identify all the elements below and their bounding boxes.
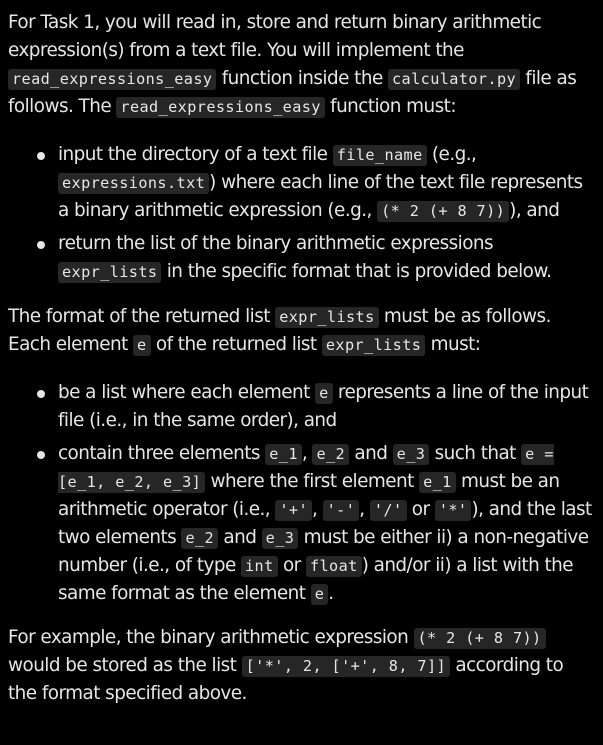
list-item (58, 141, 593, 225)
inline-code: expressions.txt (58, 173, 209, 194)
inline-code: (* 2 (+ 8 7)) (377, 201, 509, 222)
inline-code: e_3 (393, 444, 430, 465)
text: in the specific format that is provided below. (161, 261, 552, 282)
text: For Task 1, you will read in, store and return binary arithmetic expression(s) from a text file. You will implement the (8, 12, 542, 61)
list-item (58, 440, 593, 608)
inline-code: '+' (275, 500, 312, 521)
inline-code: e = [e_1, e_2, e_3] (58, 445, 554, 491)
inline-code: '/' (370, 500, 407, 521)
inline-code: e_1 (265, 444, 302, 465)
inline-code: expr_lists (275, 307, 378, 328)
inline-code: read_expressions_easy (116, 97, 324, 118)
intro-paragraph (8, 9, 593, 121)
text: ) and/or ii) a list with the same format as the element (58, 555, 574, 604)
text: function inside the (216, 68, 389, 89)
text: The format of the returned list (8, 306, 276, 327)
text: where the first element (205, 471, 420, 492)
text: For example, the binary arithmetic expression (8, 627, 414, 648)
inline-code: expr_lists (322, 335, 425, 356)
inline-code: float (306, 556, 362, 577)
text: represents a line of the input file (i.e., in the same order), and (58, 382, 589, 431)
inline-code: int (241, 556, 278, 577)
format-requirements-list (8, 379, 593, 608)
list-item (58, 379, 593, 435)
text: , (301, 443, 313, 464)
inline-code: read_expressions_easy (8, 69, 216, 90)
inline-code: file_name (333, 145, 427, 166)
text: (e.g., (426, 144, 477, 165)
inline-code: expr_lists (58, 262, 161, 283)
list-item (58, 230, 593, 286)
text: or (277, 555, 306, 576)
text: and (218, 527, 262, 548)
text: return the list of the binary arithmetic expressions (58, 233, 494, 254)
text: ), and (509, 200, 560, 221)
text: , (359, 499, 370, 520)
inline-code: e (311, 584, 329, 605)
text: must be either ii) a non-negative number (i.e., of type (58, 527, 589, 576)
inline-code: e (133, 335, 151, 356)
text: would be stored as the list (8, 655, 242, 676)
text: according to the format specified above. (8, 655, 564, 704)
text: or (406, 499, 435, 520)
inline-code: e (315, 383, 333, 404)
inline-code: ['*', 2, ['+', 8, 7]] (242, 656, 450, 677)
inline-code: e_1 (419, 472, 456, 493)
text: file as follows. The (8, 68, 577, 117)
text: be a list where each element (58, 382, 316, 403)
text: contain three elements (58, 443, 266, 464)
text: ), and the last two elements (58, 499, 592, 548)
inline-code: e_3 (262, 528, 299, 549)
text: ) where each line of the text file represents a binary arithmetic expression (e.g., (58, 172, 583, 221)
text: function must: (324, 96, 456, 117)
function-requirements-list (8, 141, 593, 286)
text: must be an arithmetic operator (i.e., (58, 471, 560, 520)
inline-code: e_2 (181, 528, 218, 549)
text: , (312, 499, 323, 520)
text: must: (425, 334, 481, 355)
format-paragraph (8, 303, 593, 359)
example-paragraph (8, 624, 593, 708)
text: of the returned list (150, 334, 322, 355)
inline-code: '*' (435, 500, 472, 521)
inline-code: (* 2 (+ 8 7)) (414, 628, 546, 649)
text: . (328, 583, 334, 604)
text: and (349, 443, 393, 464)
text: must be as follows. Each element (8, 306, 551, 355)
text: input the directory of a text file (58, 144, 333, 165)
inline-code: '-' (323, 500, 360, 521)
text: such that (429, 443, 522, 464)
inline-code: calculator.py (388, 69, 520, 90)
inline-code: e_2 (312, 444, 349, 465)
